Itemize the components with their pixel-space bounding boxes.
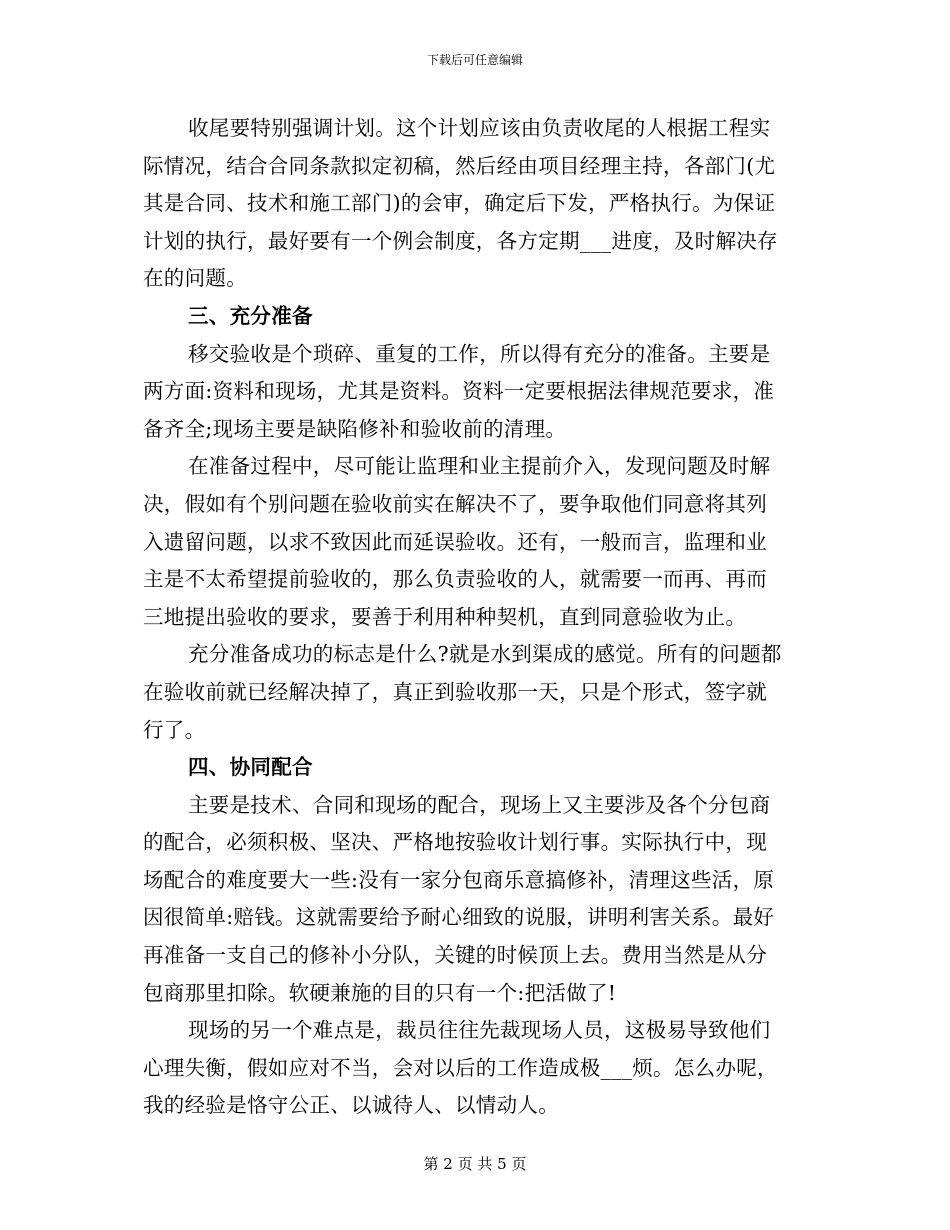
section-heading: 三、充分准备 — [188, 303, 313, 328]
paragraph-line: 包商那里扣除。软硬兼施的目的只有一个:把活做了! — [143, 980, 617, 1005]
paragraph-line: 场配合的难度要大一些:没有一家分包商乐意搞修补，清理这些活，原 — [143, 867, 775, 892]
paragraph-line: 行了。 — [143, 717, 206, 742]
document-body — [143, 110, 808, 1125]
paragraph-line: 心理失衡，假如应对不当，会对以后的工作造成极___烦。怎么办呢， — [143, 1055, 778, 1080]
paragraph-line: 再准备一支自己的修补小分队，关键的时候顶上去。费用当然是从分 — [143, 943, 767, 968]
paragraph-line: 两方面:资料和现场，尤其是资料。资料一定要根据法律规范要求，准 — [143, 379, 775, 404]
paragraph-line: 备齐全;现场主要是缺陷修补和验收前的清理。 — [143, 416, 567, 441]
paragraph-line: 的配合，必须积极、坚决、严格地按验收计划行事。实际执行中，现 — [143, 830, 767, 855]
paragraph-line: 在准备过程中，尽可能让监理和业主提前介入，发现问题及时解 — [188, 454, 771, 479]
paragraph-line: 在验收前就已经解决掉了，真正到验收那一天，只是个形式，签字就 — [143, 679, 767, 704]
paragraph-line: 移交验收是个琐碎、重复的工作，所以得有充分的准备。主要是 — [188, 341, 771, 366]
paragraph-line: 现场的另一个难点是，裁员往往先裁现场人员，这极易导致他们 — [188, 1018, 771, 1043]
paragraph-line: 在的问题。 — [143, 266, 247, 291]
paragraph-line: 入遗留问题，以求不致因此而延误验收。还有，一般而言，监理和业 — [143, 529, 767, 554]
section-heading: 四、协同配合 — [188, 755, 313, 780]
paragraph-line: 收尾要特别强调计划。这个计划应该由负责收尾的人根据工程实 — [188, 116, 771, 140]
paragraph-line: 主是不太希望提前验收的，那么负责验收的人，就需要一而再、再而 — [143, 567, 767, 592]
paragraph-line: 计划的执行，最好要有一个例会制度，各方定期___进度，及时解决存 — [143, 228, 778, 253]
paragraph-line: 决，假如有个别问题在验收前实在解决不了，要争取他们同意将其列 — [143, 491, 767, 516]
paragraph-line: 三地提出验收的要求，要善于利用种种契机，直到同意验收为止。 — [143, 604, 747, 629]
paragraph-line: 充分准备成功的标志是什么?就是水到渠成的感觉。所有的问题都 — [188, 642, 782, 667]
paragraph-line: 我的经验是恪守公正、以诚待人、以情动人。 — [143, 1093, 559, 1118]
paragraph-line: 因很简单:赔钱。这就需要给予耐心细致的说服，讲明利害关系。最好 — [143, 905, 775, 930]
paragraph-line: 主要是技术、合同和现场的配合，现场上又主要涉及各个分包商 — [188, 792, 771, 817]
paragraph-line: 其是合同、技术和施工部门)的会审，确定后下发，严格执行。为保证 — [143, 191, 776, 216]
page-header: 下载后可任意编辑 — [426, 53, 523, 67]
page-footer: 第 2 页 共 5 页 — [423, 1155, 527, 1173]
paragraph-line: 际情况，结合合同条款拟定初稿，然后经由项目经理主持，各部门(尤 — [143, 153, 776, 178]
